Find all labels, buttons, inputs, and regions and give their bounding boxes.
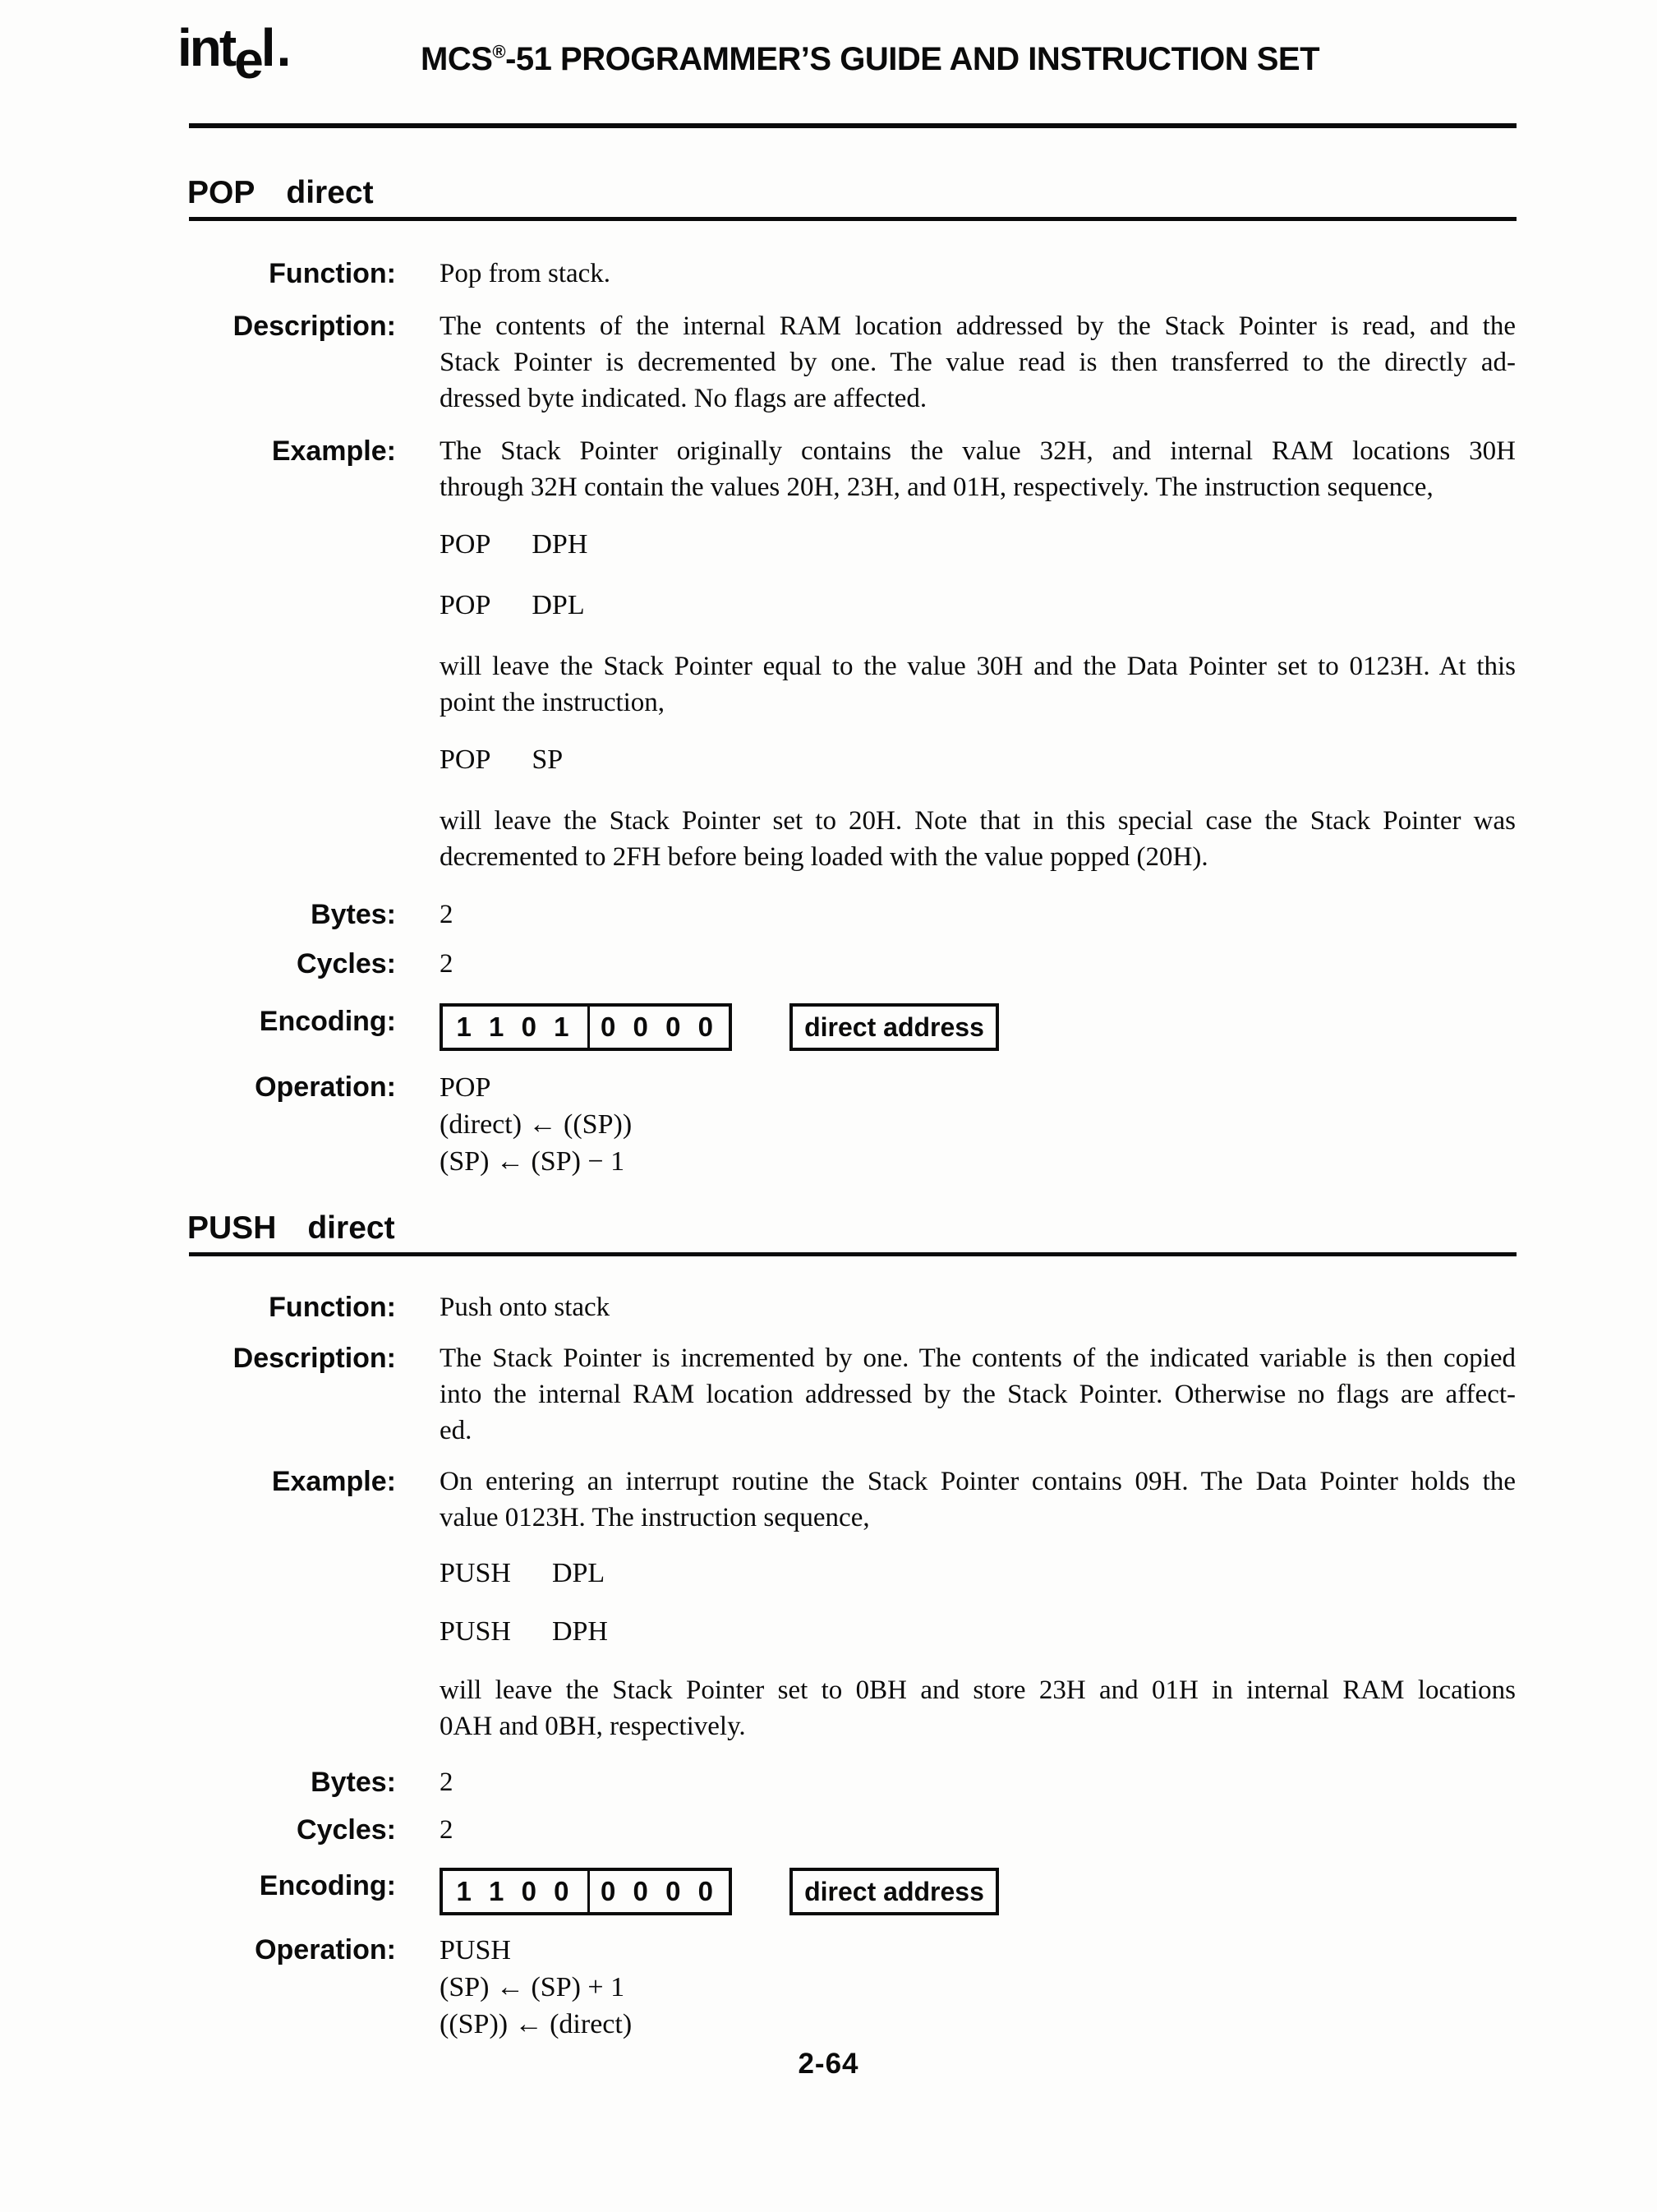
description-label: Description:	[232, 311, 396, 342]
encoding-row	[0, 1868, 1657, 1915]
empty-label	[0, 1672, 396, 1744]
opcode-box	[440, 1003, 732, 1051]
opcode-box	[440, 1868, 732, 1915]
text-line: through 32H contain the values 20H, 23H, and 01H, respectively. The instruction sequence,	[440, 472, 1434, 502]
instruction-operand: direct	[307, 1210, 395, 1246]
example-conclusion-text	[440, 803, 1516, 875]
empty-label	[0, 803, 396, 875]
text-line: into the internal RAM location addressed by the Stack Pointer. Otherwise no flags are affect-	[440, 1380, 1516, 1409]
function-row	[0, 1289, 1657, 1325]
encoding-label: Encoding:	[259, 1870, 396, 1901]
registered-mark: ®	[492, 41, 506, 62]
example-continuation-text	[440, 648, 1516, 721]
code-mnemonic: POP	[440, 529, 491, 560]
instruction-heading	[187, 177, 1657, 209]
opcode-high-nibble: 1 1 0 0	[456, 1876, 574, 1906]
empty-label	[0, 648, 396, 721]
page-number: 2-64	[798, 2048, 859, 2080]
empty-label	[0, 1614, 396, 1650]
cycles-row	[0, 1812, 1657, 1848]
example-row	[0, 1463, 1657, 1536]
empty-label	[0, 742, 396, 778]
code-operand: DPL	[532, 590, 585, 620]
instruction-operand: direct	[286, 175, 374, 210]
text-line: The Stack Pointer originally contains the value 32H, and internal RAM locations 30H	[440, 436, 1516, 466]
operation-line: POP	[440, 1072, 491, 1103]
text-line: will leave the Stack Pointer equal to the value 30H and the Data Pointer set to 0123H. At this	[440, 652, 1516, 681]
example-conclusion-row	[0, 1672, 1657, 1744]
description-text	[440, 1340, 1516, 1449]
example-continuation-row	[0, 648, 1657, 721]
code-mnemonic: POP	[440, 744, 491, 775]
bytes-label: Bytes:	[311, 1767, 396, 1798]
encoding-diagram	[440, 1003, 1516, 1051]
function-label: Function:	[269, 258, 396, 289]
code-line	[440, 742, 1516, 778]
instruction-mnemonic: POP	[187, 175, 255, 210]
example-text	[440, 433, 1516, 505]
instruction-heading	[187, 1210, 1657, 1246]
function-row	[0, 256, 1657, 292]
text-line: will leave the Stack Pointer set to 20H. Note that in this special case the Stack Pointer was	[440, 806, 1516, 836]
instruction-mnemonic: PUSH	[187, 1210, 277, 1246]
opcode-high-nibble: 1 1 0 1	[456, 1012, 574, 1042]
bytes-value: 2	[440, 900, 453, 929]
example-conclusion-text	[440, 1672, 1516, 1744]
logo-dot: .	[276, 18, 289, 77]
description-row	[0, 1340, 1657, 1449]
encoding-row	[0, 1003, 1657, 1051]
function-text: Pop from stack.	[440, 259, 611, 288]
code-operand: SP	[532, 744, 564, 775]
operation-lines	[440, 1069, 1516, 1180]
operation-line: ((SP)) ← (direct)	[440, 2009, 633, 2039]
description-row	[0, 308, 1657, 417]
operation-line: (SP) ← (SP) − 1	[440, 1146, 625, 1177]
code-line	[440, 527, 1516, 563]
encoding-diagram	[440, 1868, 1516, 1915]
operation-label: Operation:	[255, 1934, 396, 1965]
code-line-row	[0, 1614, 1657, 1650]
bytes-label: Bytes:	[311, 899, 396, 930]
code-line-row	[0, 742, 1657, 778]
code-mnemonic: PUSH	[440, 1616, 511, 1647]
empty-label	[0, 588, 396, 624]
operation-line: (direct) ← ((SP))	[440, 1109, 633, 1140]
text-line: The contents of the internal RAM location addressed by the Stack Pointer is read, and the	[440, 311, 1516, 341]
opcode-low-nibble: 0 0 0 0	[587, 1007, 729, 1048]
example-row	[0, 433, 1657, 505]
text-line: value 0123H. The instruction sequence,	[440, 1503, 870, 1532]
code-operand: DPH	[551, 1616, 608, 1647]
code-operand: DPH	[532, 529, 588, 560]
code-mnemonic: POP	[440, 590, 491, 620]
text-line: will leave the Stack Pointer set to 0BH and store 23H and 01H in internal RAM locations	[440, 1675, 1516, 1705]
text-line: dressed byte indicated. No flags are affected.	[440, 384, 927, 413]
code-operand: DPL	[551, 1558, 605, 1588]
operation-line: (SP) ← (SP) + 1	[440, 1972, 625, 2002]
logo-l: l	[260, 18, 274, 77]
direct-address-box: direct address	[789, 1003, 999, 1051]
encoding-label: Encoding:	[259, 1006, 396, 1037]
text-line: On entering an interrupt routine the Stack Pointer contains 09H. The Data Pointer holds the	[440, 1467, 1516, 1496]
cycles-row	[0, 946, 1657, 982]
cycles-label: Cycles:	[297, 1814, 396, 1846]
empty-label	[0, 527, 396, 563]
code-line	[440, 1555, 1516, 1592]
section-body	[0, 1256, 1657, 2043]
example-label: Example:	[271, 1466, 396, 1497]
text-line: ed.	[440, 1416, 472, 1445]
text-line: Stack Pointer is decremented by one. The value read is then transferred to the directly ad-	[440, 348, 1516, 377]
empty-label	[0, 1555, 396, 1592]
description-text	[440, 308, 1516, 417]
intel-logo	[177, 18, 289, 90]
section-push-direct	[0, 1210, 1657, 2058]
operation-line: PUSH	[440, 1935, 511, 1965]
text-line: decremented to 2FH before being loaded with the value popped (20H).	[440, 842, 1208, 872]
cycles-value: 2	[440, 1815, 453, 1845]
direct-address-box: direct address	[789, 1868, 999, 1915]
doc-title	[421, 41, 1319, 78]
opcode-low-nibble: 0 0 0 0	[587, 1871, 729, 1912]
text-line: The Stack Pointer is incremented by one. The contents of the indicated variable is then copied	[440, 1343, 1516, 1373]
section-pop-direct	[0, 177, 1657, 1196]
operation-lines	[440, 1932, 1516, 2043]
cycles-label: Cycles:	[297, 948, 396, 979]
logo-dropped-e: e	[234, 30, 261, 90]
section-body	[0, 221, 1657, 1180]
code-line-row	[0, 1555, 1657, 1592]
function-label: Function:	[269, 1292, 396, 1323]
bytes-row	[0, 896, 1657, 933]
header-rule	[189, 123, 1517, 128]
bytes-value: 2	[440, 1767, 453, 1797]
operation-row	[0, 1069, 1657, 1180]
description-label: Description:	[232, 1343, 396, 1374]
code-line	[440, 588, 1516, 624]
code-line	[440, 1614, 1516, 1650]
example-label: Example:	[271, 435, 396, 467]
operation-row	[0, 1932, 1657, 2043]
example-text	[440, 1463, 1516, 1536]
text-line: point the instruction,	[440, 688, 665, 717]
bytes-row	[0, 1764, 1657, 1800]
code-line-row	[0, 588, 1657, 624]
doc-title-prefix: MCS	[421, 41, 493, 77]
function-text: Push onto stack	[440, 1293, 610, 1322]
doc-title-suffix: -51 PROGRAMMER’S GUIDE AND INSTRUCTION SET	[505, 41, 1320, 77]
text-line: 0AH and 0BH, respectively.	[440, 1712, 746, 1741]
code-line-row	[0, 527, 1657, 563]
code-mnemonic: PUSH	[440, 1558, 511, 1588]
cycles-value: 2	[440, 949, 453, 979]
example-conclusion-row	[0, 803, 1657, 875]
logo-int: int	[177, 18, 235, 77]
operation-label: Operation:	[255, 1071, 396, 1103]
